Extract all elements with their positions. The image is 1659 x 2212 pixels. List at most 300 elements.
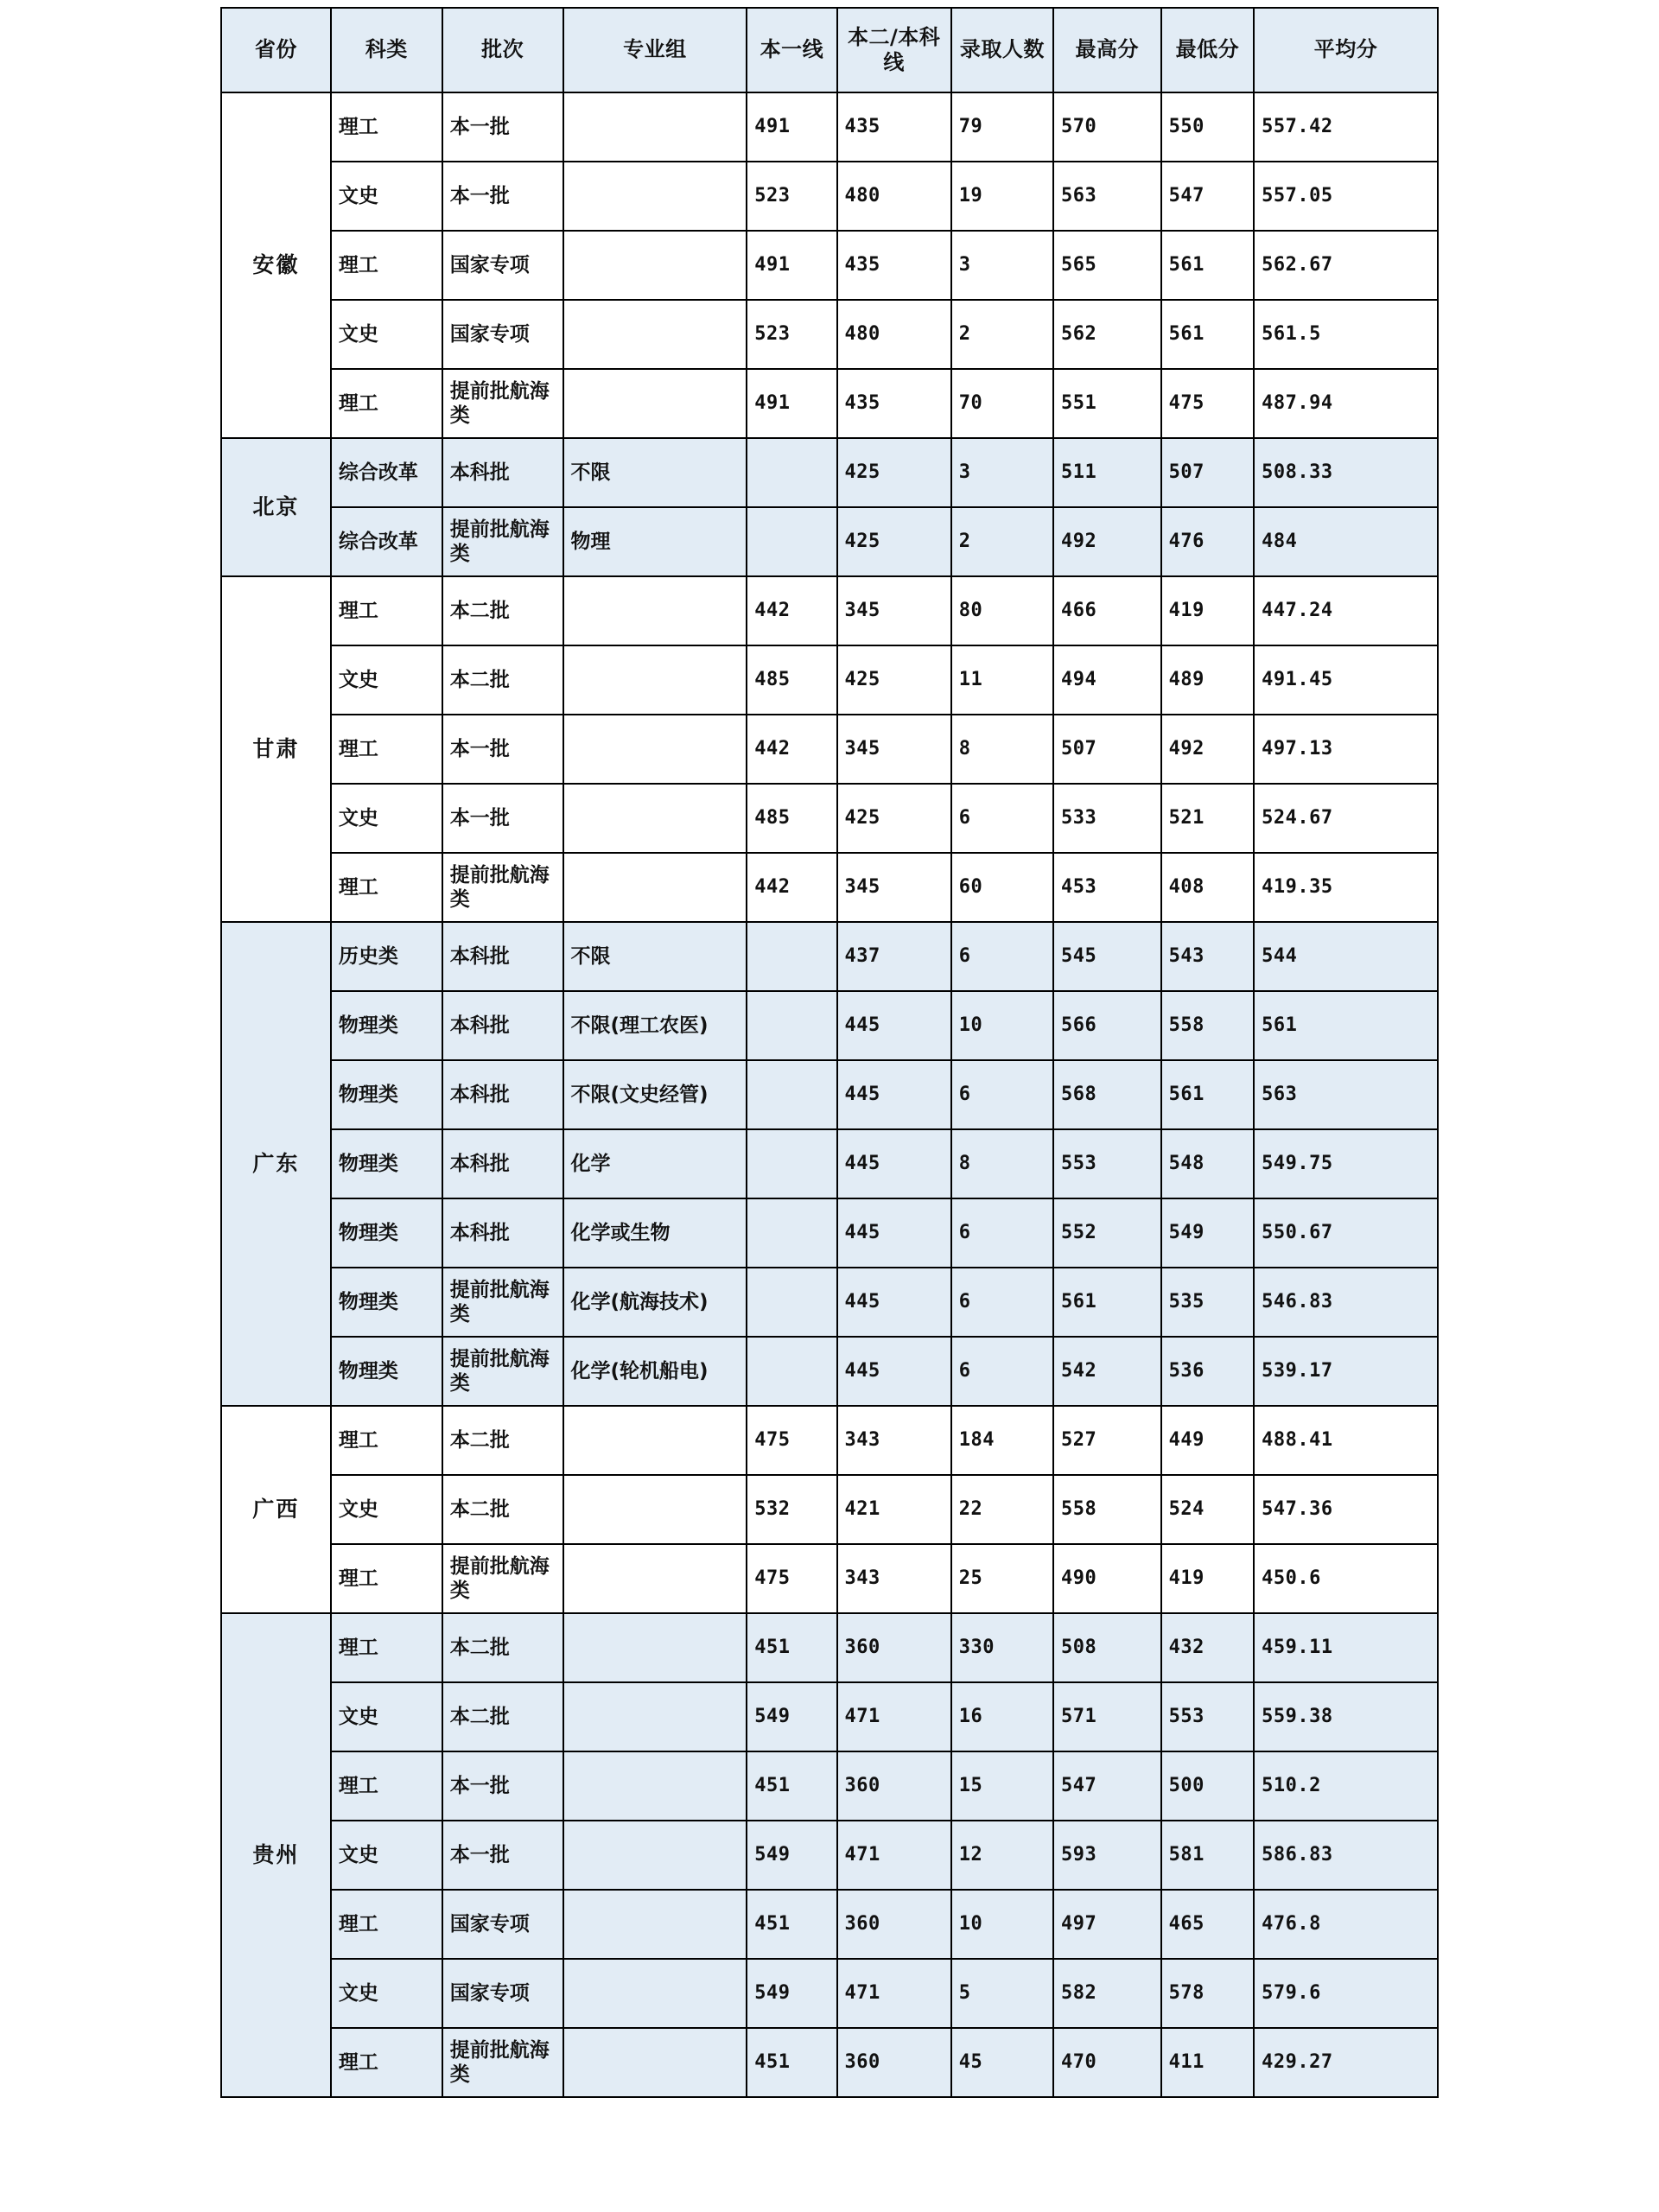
- cell-admitted-count: 8: [951, 715, 1053, 784]
- cell-max-score: 566: [1053, 991, 1161, 1060]
- cell-admitted-count: 6: [951, 1198, 1053, 1268]
- cell-line-one: [747, 922, 836, 991]
- cell-max-score: 545: [1053, 922, 1161, 991]
- cell-major-group: 化学: [563, 1129, 747, 1198]
- cell-batch: 提前批航海类: [442, 1268, 563, 1337]
- cell-batch: 本一批: [442, 1751, 563, 1821]
- cell-min-score: 449: [1161, 1406, 1254, 1475]
- cell-batch: 提前批航海类: [442, 1337, 563, 1406]
- cell-max-score: 470: [1053, 2028, 1161, 2097]
- cell-line-one: 442: [747, 576, 836, 645]
- cell-major-group: [563, 715, 747, 784]
- cell-avg-score: 524.67: [1254, 784, 1438, 853]
- cell-min-score: 489: [1161, 645, 1254, 715]
- cell-category: 物理类: [331, 1129, 442, 1198]
- cell-major-group: [563, 92, 747, 162]
- cell-min-score: 465: [1161, 1890, 1254, 1959]
- cell-line-two: 425: [837, 507, 951, 576]
- cell-min-score: 581: [1161, 1821, 1254, 1890]
- cell-category: 理工: [331, 92, 442, 162]
- table-row[interactable]: [221, 1406, 1438, 1475]
- cell-min-score: 550: [1161, 92, 1254, 162]
- cell-admitted-count: 19: [951, 162, 1053, 231]
- table-row[interactable]: [221, 576, 1438, 645]
- cell-admitted-count: 3: [951, 231, 1053, 300]
- cell-line-two: 425: [837, 784, 951, 853]
- cell-min-score: 419: [1161, 1544, 1254, 1613]
- cell-line-one: [747, 507, 836, 576]
- cell-avg-score: 561.5: [1254, 300, 1438, 369]
- cell-major-group: [563, 576, 747, 645]
- cell-admitted-count: 5: [951, 1959, 1053, 2028]
- cell-avg-score: 510.2: [1254, 1751, 1438, 1821]
- cell-max-score: 551: [1053, 369, 1161, 438]
- table-body: [221, 92, 1438, 2097]
- cell-admitted-count: 80: [951, 576, 1053, 645]
- cell-major-group: [563, 1751, 747, 1821]
- cell-avg-score: 450.6: [1254, 1544, 1438, 1613]
- cell-major-group: 不限: [563, 922, 747, 991]
- cell-batch: 本二批: [442, 1682, 563, 1751]
- table-row[interactable]: [221, 1751, 1438, 1821]
- cell-line-one: 451: [747, 2028, 836, 2097]
- cell-avg-score: 579.6: [1254, 1959, 1438, 2028]
- table-row[interactable]: [221, 853, 1438, 922]
- cell-category: 理工: [331, 1890, 442, 1959]
- cell-min-score: 561: [1161, 1060, 1254, 1129]
- column-header-province[interactable]: 省份: [221, 8, 331, 92]
- cell-batch: 国家专项: [442, 300, 563, 369]
- cell-admitted-count: 15: [951, 1751, 1053, 1821]
- province-cell: 广西: [221, 1406, 331, 1613]
- column-header-line2[interactable]: 本二/本科线: [837, 8, 951, 92]
- cell-category: 理工: [331, 369, 442, 438]
- cell-avg-score: 459.11: [1254, 1613, 1438, 1682]
- cell-max-score: 553: [1053, 1129, 1161, 1198]
- cell-category: 文史: [331, 1959, 442, 2028]
- cell-line-two: 471: [837, 1821, 951, 1890]
- cell-admitted-count: 3: [951, 438, 1053, 507]
- cell-major-group: [563, 1890, 747, 1959]
- cell-line-one: 485: [747, 645, 836, 715]
- cell-max-score: 453: [1053, 853, 1161, 922]
- cell-category: 物理类: [331, 1198, 442, 1268]
- table-row[interactable]: [221, 1129, 1438, 1198]
- cell-batch: 本二批: [442, 576, 563, 645]
- cell-min-score: 492: [1161, 715, 1254, 784]
- cell-avg-score: 447.24: [1254, 576, 1438, 645]
- cell-line-two: 445: [837, 1268, 951, 1337]
- cell-category: 物理类: [331, 1268, 442, 1337]
- cell-major-group: [563, 2028, 747, 2097]
- cell-admitted-count: 330: [951, 1613, 1053, 1682]
- cell-admitted-count: 6: [951, 1337, 1053, 1406]
- table-row[interactable]: [221, 922, 1438, 991]
- table-row[interactable]: [221, 438, 1438, 507]
- cell-min-score: 521: [1161, 784, 1254, 853]
- cell-batch: 本科批: [442, 991, 563, 1060]
- cell-admitted-count: 60: [951, 853, 1053, 922]
- cell-line-one: 549: [747, 1959, 836, 2028]
- cell-min-score: 561: [1161, 300, 1254, 369]
- cell-admitted-count: 11: [951, 645, 1053, 715]
- cell-line-two: 445: [837, 991, 951, 1060]
- cell-line-one: [747, 991, 836, 1060]
- cell-line-two: 345: [837, 715, 951, 784]
- table-row[interactable]: [221, 2028, 1438, 2097]
- cell-batch: 本一批: [442, 715, 563, 784]
- cell-major-group: [563, 1544, 747, 1613]
- cell-avg-score: 563: [1254, 1060, 1438, 1129]
- cell-admitted-count: 6: [951, 1060, 1053, 1129]
- cell-admitted-count: 6: [951, 784, 1053, 853]
- cell-major-group: [563, 1406, 747, 1475]
- cell-line-two: 343: [837, 1544, 951, 1613]
- column-header-line1[interactable]: 本一线: [747, 8, 836, 92]
- cell-line-one: 491: [747, 92, 836, 162]
- cell-category: 理工: [331, 1544, 442, 1613]
- cell-admitted-count: 184: [951, 1406, 1053, 1475]
- table-row[interactable]: [221, 1959, 1438, 2028]
- cell-category: 理工: [331, 231, 442, 300]
- table-row[interactable]: [221, 715, 1438, 784]
- cell-major-group: [563, 1613, 747, 1682]
- province-cell: 甘肃: [221, 576, 331, 922]
- cell-line-two: 425: [837, 645, 951, 715]
- college-admission-score-table: [220, 7, 1439, 2098]
- table-row[interactable]: [221, 1682, 1438, 1751]
- cell-line-one: 442: [747, 853, 836, 922]
- table-row[interactable]: [221, 1821, 1438, 1890]
- cell-max-score: 561: [1053, 1268, 1161, 1337]
- cell-min-score: 547: [1161, 162, 1254, 231]
- cell-line-two: 435: [837, 369, 951, 438]
- cell-line-one: 451: [747, 1613, 836, 1682]
- cell-min-score: 500: [1161, 1751, 1254, 1821]
- cell-line-one: 523: [747, 300, 836, 369]
- cell-admitted-count: 6: [951, 922, 1053, 991]
- cell-admitted-count: 10: [951, 991, 1053, 1060]
- cell-line-one: 442: [747, 715, 836, 784]
- cell-min-score: 553: [1161, 1682, 1254, 1751]
- column-header-batch[interactable]: 批次: [442, 8, 563, 92]
- cell-avg-score: 561: [1254, 991, 1438, 1060]
- cell-major-group: [563, 853, 747, 922]
- cell-major-group: 不限(文史经管): [563, 1060, 747, 1129]
- cell-max-score: 511: [1053, 438, 1161, 507]
- cell-batch: 提前批航海类: [442, 2028, 563, 2097]
- cell-major-group: 不限: [563, 438, 747, 507]
- cell-major-group: 不限(理工农医): [563, 991, 747, 1060]
- cell-line-two: 421: [837, 1475, 951, 1544]
- table-row[interactable]: [221, 1475, 1438, 1544]
- table-row[interactable]: [221, 1198, 1438, 1268]
- cell-line-one: [747, 1268, 836, 1337]
- cell-major-group: [563, 1682, 747, 1751]
- cell-major-group: [563, 645, 747, 715]
- cell-line-two: 445: [837, 1198, 951, 1268]
- cell-batch: 本二批: [442, 1406, 563, 1475]
- cell-line-one: [747, 1060, 836, 1129]
- cell-avg-score: 491.45: [1254, 645, 1438, 715]
- cell-admitted-count: 22: [951, 1475, 1053, 1544]
- table-row[interactable]: [221, 1268, 1438, 1337]
- cell-batch: 本二批: [442, 1475, 563, 1544]
- cell-max-score: 527: [1053, 1406, 1161, 1475]
- cell-major-group: 化学(轮机船电): [563, 1337, 747, 1406]
- cell-batch: 本科批: [442, 1198, 563, 1268]
- cell-admitted-count: 2: [951, 507, 1053, 576]
- cell-max-score: 490: [1053, 1544, 1161, 1613]
- cell-max-score: 568: [1053, 1060, 1161, 1129]
- cell-batch: 本科批: [442, 1060, 563, 1129]
- cell-admitted-count: 2: [951, 300, 1053, 369]
- cell-batch: 提前批航海类: [442, 369, 563, 438]
- cell-avg-score: 547.36: [1254, 1475, 1438, 1544]
- cell-major-group: [563, 1475, 747, 1544]
- table-row[interactable]: [221, 369, 1438, 438]
- cell-category: 物理类: [331, 1060, 442, 1129]
- cell-min-score: 476: [1161, 507, 1254, 576]
- cell-avg-score: 539.17: [1254, 1337, 1438, 1406]
- cell-avg-score: 476.8: [1254, 1890, 1438, 1959]
- cell-admitted-count: 70: [951, 369, 1053, 438]
- cell-max-score: 492: [1053, 507, 1161, 576]
- cell-max-score: 565: [1053, 231, 1161, 300]
- cell-line-one: [747, 1198, 836, 1268]
- cell-line-one: 549: [747, 1821, 836, 1890]
- cell-batch: 本二批: [442, 1613, 563, 1682]
- cell-admitted-count: 45: [951, 2028, 1053, 2097]
- table-row[interactable]: [221, 162, 1438, 231]
- cell-category: 文史: [331, 1821, 442, 1890]
- cell-line-two: 435: [837, 92, 951, 162]
- cell-avg-score: 429.27: [1254, 2028, 1438, 2097]
- cell-min-score: 558: [1161, 991, 1254, 1060]
- table-row[interactable]: [221, 300, 1438, 369]
- cell-category: 文史: [331, 784, 442, 853]
- table-header: [221, 8, 1438, 92]
- cell-min-score: 411: [1161, 2028, 1254, 2097]
- cell-admitted-count: 25: [951, 1544, 1053, 1613]
- cell-avg-score: 497.13: [1254, 715, 1438, 784]
- cell-max-score: 552: [1053, 1198, 1161, 1268]
- column-header-avg[interactable]: 平均分: [1254, 8, 1438, 92]
- cell-batch: 本科批: [442, 1129, 563, 1198]
- cell-line-one: 523: [747, 162, 836, 231]
- province-cell: 北京: [221, 438, 331, 576]
- cell-batch: 国家专项: [442, 231, 563, 300]
- cell-category: 物理类: [331, 991, 442, 1060]
- cell-admitted-count: 6: [951, 1268, 1053, 1337]
- cell-line-one: 451: [747, 1751, 836, 1821]
- cell-max-score: 570: [1053, 92, 1161, 162]
- column-header-max[interactable]: 最高分: [1053, 8, 1161, 92]
- cell-category: 文史: [331, 162, 442, 231]
- cell-batch: 本一批: [442, 784, 563, 853]
- cell-batch: 国家专项: [442, 1890, 563, 1959]
- cell-line-two: 435: [837, 231, 951, 300]
- cell-max-score: 558: [1053, 1475, 1161, 1544]
- cell-major-group: [563, 784, 747, 853]
- cell-category: 理工: [331, 715, 442, 784]
- cell-line-two: 445: [837, 1060, 951, 1129]
- cell-avg-score: 557.42: [1254, 92, 1438, 162]
- column-header-category[interactable]: 科类: [331, 8, 442, 92]
- cell-max-score: 508: [1053, 1613, 1161, 1682]
- cell-category: 理工: [331, 1406, 442, 1475]
- cell-avg-score: 484: [1254, 507, 1438, 576]
- column-header-admitted[interactable]: 录取人数: [951, 8, 1053, 92]
- cell-line-two: 445: [837, 1129, 951, 1198]
- cell-min-score: 578: [1161, 1959, 1254, 2028]
- cell-avg-score: 488.41: [1254, 1406, 1438, 1475]
- table-row[interactable]: [221, 645, 1438, 715]
- header-row: [221, 8, 1438, 92]
- province-cell: 广东: [221, 922, 331, 1406]
- cell-major-group: [563, 300, 747, 369]
- cell-major-group: [563, 231, 747, 300]
- table-row[interactable]: [221, 1613, 1438, 1682]
- cell-batch: 本一批: [442, 162, 563, 231]
- table-row[interactable]: [221, 231, 1438, 300]
- table-row[interactable]: [221, 507, 1438, 576]
- cell-admitted-count: 79: [951, 92, 1053, 162]
- cell-min-score: 432: [1161, 1613, 1254, 1682]
- cell-line-two: 343: [837, 1406, 951, 1475]
- cell-major-group: [563, 162, 747, 231]
- cell-avg-score: 487.94: [1254, 369, 1438, 438]
- cell-line-two: 445: [837, 1337, 951, 1406]
- cell-line-one: 532: [747, 1475, 836, 1544]
- cell-min-score: 548: [1161, 1129, 1254, 1198]
- cell-category: 文史: [331, 1475, 442, 1544]
- cell-max-score: 494: [1053, 645, 1161, 715]
- cell-major-group: 化学(航海技术): [563, 1268, 747, 1337]
- cell-min-score: 535: [1161, 1268, 1254, 1337]
- cell-batch: 本科批: [442, 438, 563, 507]
- column-header-min[interactable]: 最低分: [1161, 8, 1254, 92]
- cell-line-one: [747, 1129, 836, 1198]
- cell-max-score: 542: [1053, 1337, 1161, 1406]
- cell-major-group: [563, 1959, 747, 2028]
- cell-line-two: 437: [837, 922, 951, 991]
- cell-category: 理工: [331, 1751, 442, 1821]
- table-row[interactable]: [221, 784, 1438, 853]
- cell-avg-score: 546.83: [1254, 1268, 1438, 1337]
- cell-major-group: 化学或生物: [563, 1198, 747, 1268]
- cell-batch: 提前批航海类: [442, 507, 563, 576]
- province-cell: 安徽: [221, 92, 331, 438]
- cell-line-one: 475: [747, 1406, 836, 1475]
- cell-line-one: [747, 1337, 836, 1406]
- cell-line-two: 480: [837, 300, 951, 369]
- cell-line-two: 360: [837, 2028, 951, 2097]
- cell-batch: 本二批: [442, 645, 563, 715]
- cell-batch: 本一批: [442, 92, 563, 162]
- cell-avg-score: 508.33: [1254, 438, 1438, 507]
- cell-avg-score: 557.05: [1254, 162, 1438, 231]
- cell-max-score: 547: [1053, 1751, 1161, 1821]
- cell-line-one: 549: [747, 1682, 836, 1751]
- table-row[interactable]: [221, 92, 1438, 162]
- cell-category: 综合改革: [331, 507, 442, 576]
- cell-avg-score: 550.67: [1254, 1198, 1438, 1268]
- cell-min-score: 543: [1161, 922, 1254, 991]
- cell-max-score: 571: [1053, 1682, 1161, 1751]
- cell-category: 理工: [331, 853, 442, 922]
- cell-line-two: 345: [837, 576, 951, 645]
- cell-line-one: 485: [747, 784, 836, 853]
- table-row[interactable]: [221, 991, 1438, 1060]
- cell-min-score: 408: [1161, 853, 1254, 922]
- cell-min-score: 524: [1161, 1475, 1254, 1544]
- cell-avg-score: 419.35: [1254, 853, 1438, 922]
- cell-category: 综合改革: [331, 438, 442, 507]
- cell-category: 理工: [331, 1613, 442, 1682]
- cell-avg-score: 562.67: [1254, 231, 1438, 300]
- cell-major-group: [563, 369, 747, 438]
- cell-line-two: 480: [837, 162, 951, 231]
- cell-max-score: 466: [1053, 576, 1161, 645]
- cell-line-two: 471: [837, 1959, 951, 2028]
- cell-line-two: 360: [837, 1751, 951, 1821]
- cell-line-two: 360: [837, 1613, 951, 1682]
- cell-batch: 提前批航海类: [442, 853, 563, 922]
- cell-min-score: 507: [1161, 438, 1254, 507]
- cell-batch: 国家专项: [442, 1959, 563, 2028]
- cell-category: 理工: [331, 2028, 442, 2097]
- cell-min-score: 536: [1161, 1337, 1254, 1406]
- cell-max-score: 593: [1053, 1821, 1161, 1890]
- cell-min-score: 549: [1161, 1198, 1254, 1268]
- cell-min-score: 561: [1161, 231, 1254, 300]
- cell-max-score: 582: [1053, 1959, 1161, 2028]
- cell-min-score: 475: [1161, 369, 1254, 438]
- cell-max-score: 497: [1053, 1890, 1161, 1959]
- cell-category: 历史类: [331, 922, 442, 991]
- cell-admitted-count: 8: [951, 1129, 1053, 1198]
- cell-line-one: 451: [747, 1890, 836, 1959]
- table-row[interactable]: [221, 1337, 1438, 1406]
- cell-category: 文史: [331, 1682, 442, 1751]
- cell-line-one: 491: [747, 369, 836, 438]
- cell-category: 文史: [331, 645, 442, 715]
- cell-max-score: 533: [1053, 784, 1161, 853]
- cell-avg-score: 559.38: [1254, 1682, 1438, 1751]
- cell-max-score: 507: [1053, 715, 1161, 784]
- cell-category: 理工: [331, 576, 442, 645]
- cell-batch: 本一批: [442, 1821, 563, 1890]
- table-row[interactable]: [221, 1890, 1438, 1959]
- cell-line-one: 491: [747, 231, 836, 300]
- column-header-group[interactable]: 专业组: [563, 8, 747, 92]
- table-row[interactable]: [221, 1544, 1438, 1613]
- cell-batch: 本科批: [442, 922, 563, 991]
- cell-category: 文史: [331, 300, 442, 369]
- cell-admitted-count: 10: [951, 1890, 1053, 1959]
- cell-admitted-count: 12: [951, 1821, 1053, 1890]
- cell-category: 物理类: [331, 1337, 442, 1406]
- cell-major-group: 物理: [563, 507, 747, 576]
- table-row[interactable]: [221, 1060, 1438, 1129]
- cell-line-one: 475: [747, 1544, 836, 1613]
- cell-avg-score: 544: [1254, 922, 1438, 991]
- cell-avg-score: 586.83: [1254, 1821, 1438, 1890]
- cell-admitted-count: 16: [951, 1682, 1053, 1751]
- cell-line-one: [747, 438, 836, 507]
- cell-max-score: 562: [1053, 300, 1161, 369]
